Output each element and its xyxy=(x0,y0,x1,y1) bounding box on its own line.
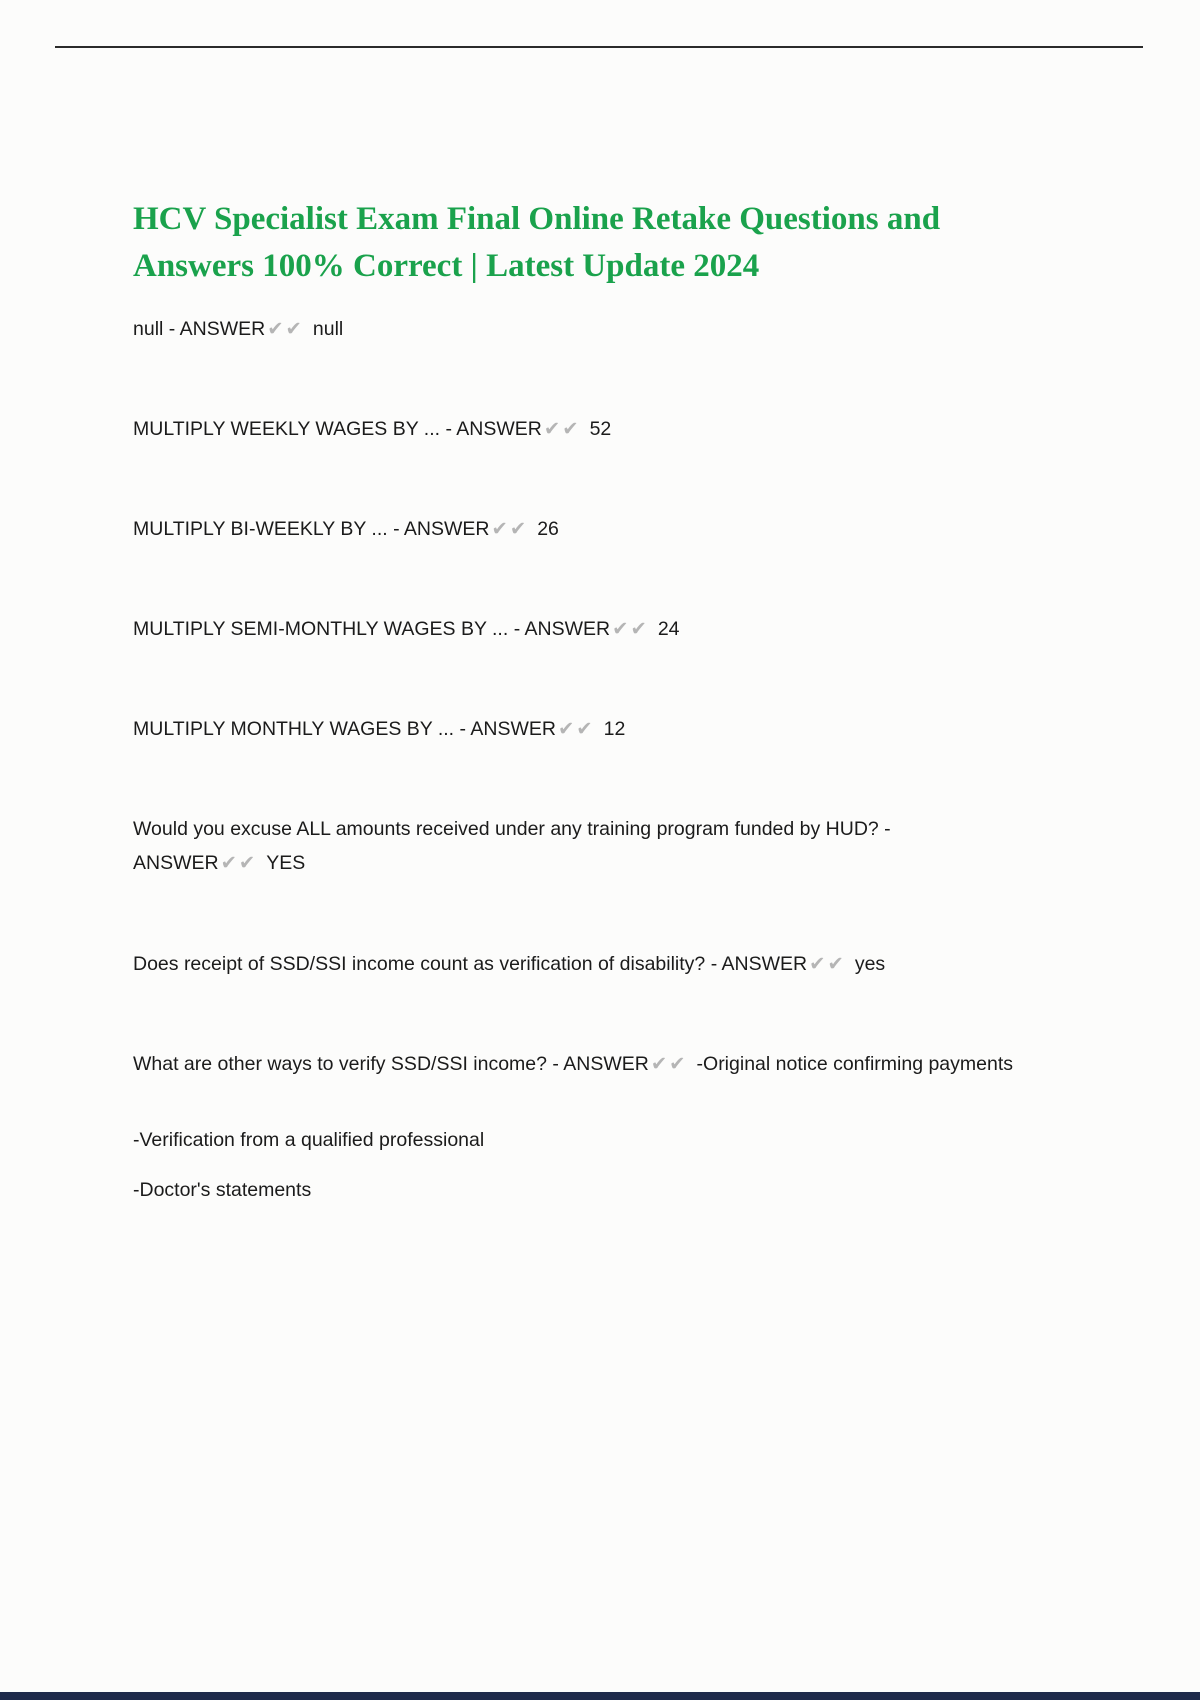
qa-item xyxy=(133,512,1063,546)
double-checkmark-icon: ✔✔ xyxy=(809,951,846,975)
qa-answer: 12 xyxy=(603,718,626,741)
document-content xyxy=(133,196,1073,1227)
document-title: HCV Specialist Exam Final Online Retake Questions and Answers 100% Correct | Latest Update 2024 xyxy=(133,201,941,284)
continuation-line: -Doctor's statements xyxy=(133,1179,312,1202)
double-checkmark-icon: ✔✔ xyxy=(220,851,258,875)
qa-item xyxy=(133,812,1063,880)
top-divider xyxy=(55,46,1143,48)
answer-continuation xyxy=(133,1127,1073,1205)
bottom-footer-bar xyxy=(0,1692,1200,1700)
qa-item xyxy=(133,312,1063,346)
double-checkmark-icon: ✔✔ xyxy=(491,516,529,540)
qa-question: MULTIPLY WEEKLY WAGES BY ... - ANSWER xyxy=(133,417,542,440)
double-checkmark-icon: ✔✔ xyxy=(543,416,581,440)
qa-item xyxy=(133,712,1063,746)
double-checkmark-icon: ✔✔ xyxy=(612,617,649,641)
qa-question: Does receipt of SSD/SSI income count as verification of disability? - ANSWER xyxy=(133,952,808,975)
qa-item xyxy=(133,947,1063,981)
qa-answer: null xyxy=(312,317,344,340)
qa-question: null - ANSWER xyxy=(133,317,266,340)
qa-item xyxy=(133,612,1063,646)
qa-answer: YES xyxy=(266,852,306,875)
qa-question: MULTIPLY MONTHLY WAGES BY ... - ANSWER xyxy=(133,718,556,741)
qa-answer: 52 xyxy=(589,417,612,440)
qa-answer: yes xyxy=(854,952,886,975)
qa-answer: 24 xyxy=(657,618,680,641)
qa-answer: 26 xyxy=(537,517,559,540)
qa-item xyxy=(133,1047,1063,1081)
qa-question: MULTIPLY SEMI-MONTHLY WAGES BY ... - ANSWER xyxy=(133,618,611,641)
qa-question: Would you excuse ALL amounts received under any training program funded by HUD? - ANSWER xyxy=(133,818,891,875)
qa-answer: -Original notice confirming payments xyxy=(696,1052,1013,1075)
double-checkmark-icon: ✔✔ xyxy=(267,316,304,340)
qa-question: What are other ways to verify SSD/SSI income? - ANSWER xyxy=(133,1052,649,1075)
qa-list xyxy=(133,312,1073,1081)
qa-question: MULTIPLY BI-WEEKLY BY ... - ANSWER xyxy=(133,517,490,540)
continuation-line: -Verification from a qualified professional xyxy=(133,1128,485,1151)
qa-item xyxy=(133,412,1063,446)
double-checkmark-icon: ✔✔ xyxy=(650,1051,688,1075)
double-checkmark-icon: ✔✔ xyxy=(557,717,595,741)
